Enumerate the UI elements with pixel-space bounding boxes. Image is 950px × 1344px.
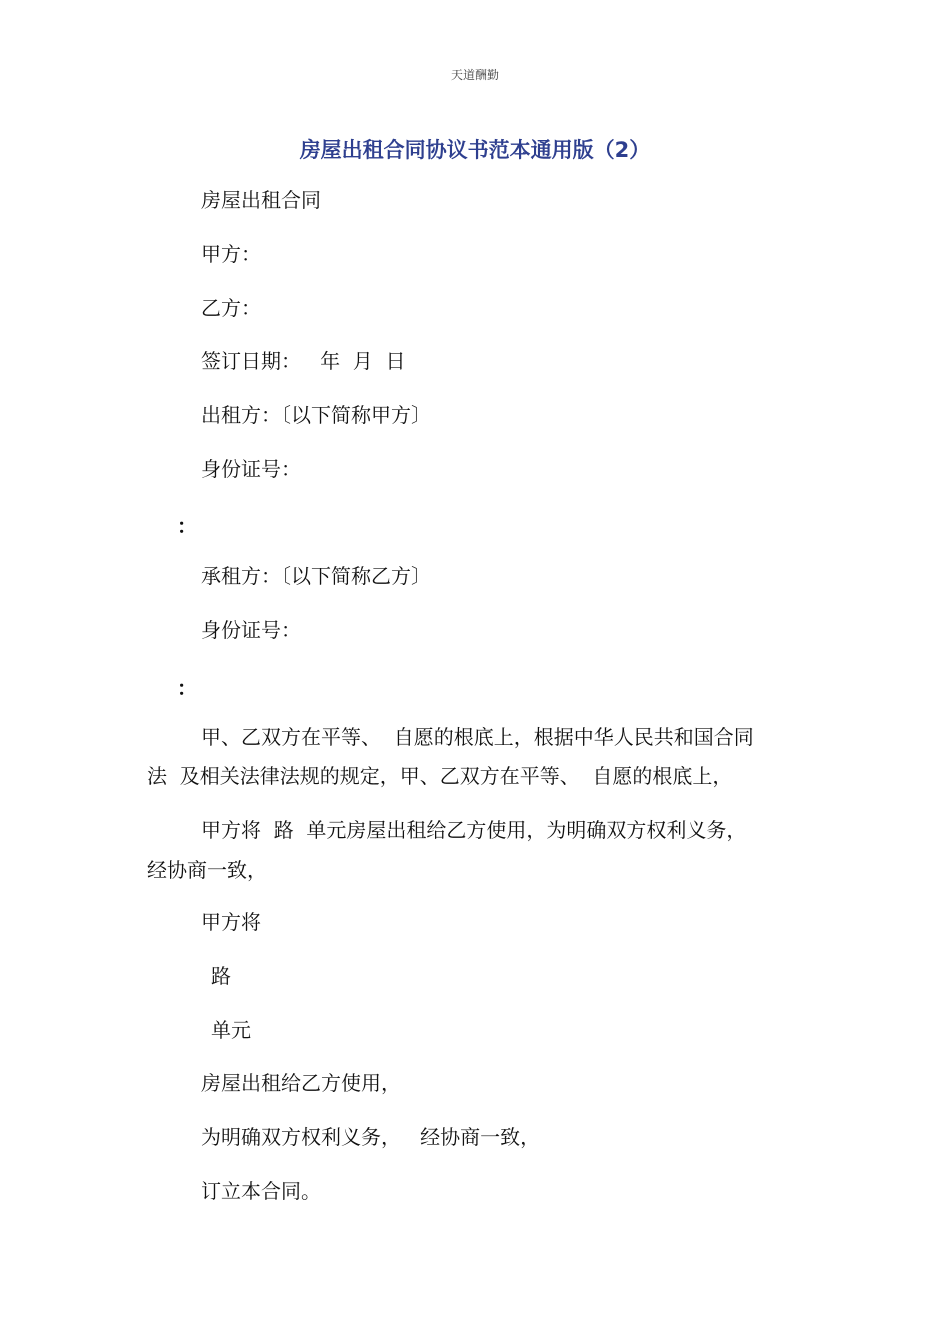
lessor-id-line: 身份证号： bbox=[201, 457, 301, 481]
contract-heading: 房屋出租合同 bbox=[201, 188, 321, 212]
clause-line-rent: 房屋出租给乙方使用， bbox=[201, 1071, 401, 1095]
party-b-line: 乙方： bbox=[201, 296, 261, 320]
lessee-colon-line: ： bbox=[177, 676, 197, 700]
clause-line-road: 路 bbox=[211, 964, 231, 988]
clause-line-rights: 为明确双方权利义务， 经协商一致， bbox=[201, 1125, 541, 1149]
paragraph-2-line-2: 经协商一致， bbox=[147, 858, 267, 882]
lessee-id-line: 身份证号： bbox=[201, 618, 301, 642]
paragraph-2-line-1: 甲方将 路 单元房屋出租给乙方使用，为明确双方权利义务， bbox=[201, 818, 747, 842]
clause-line-conclude: 订立本合同。 bbox=[201, 1179, 321, 1203]
lessor-line: 出租方：〔以下简称甲方〕 bbox=[201, 403, 431, 427]
lessee-line: 承租方：〔以下简称乙方〕 bbox=[201, 564, 431, 588]
lessor-colon-line: ： bbox=[177, 514, 197, 538]
clause-line-unit: 单元 bbox=[211, 1018, 251, 1042]
signing-date-line: 签订日期： 年 月 日 bbox=[201, 349, 406, 373]
page-header: 天道酬勤 bbox=[450, 68, 499, 82]
paragraph-1-line-1: 甲、乙双方在平等、 自愿的根底上，根据中华人民共和国合同 bbox=[201, 725, 754, 749]
party-a-line: 甲方： bbox=[201, 242, 261, 266]
paragraph-1-line-2: 法 及相关法律法规的规定，甲、乙双方在平等、 自愿的根底上， bbox=[147, 764, 733, 788]
clause-line-party-a: 甲方将 bbox=[201, 910, 261, 934]
document-title: 房屋出租合同协议书范本通用版（2） bbox=[299, 138, 651, 162]
